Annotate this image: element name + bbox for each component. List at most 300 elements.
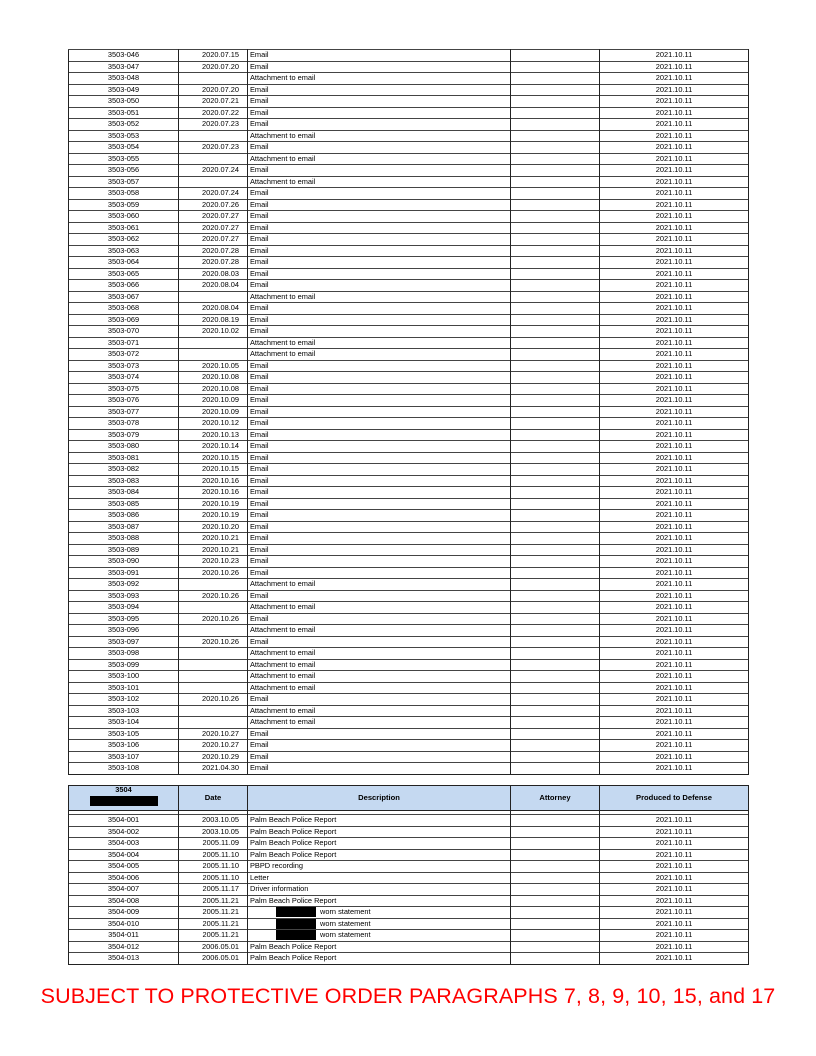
produced-date-cell: 2021.10.11 xyxy=(600,291,749,303)
table-row xyxy=(69,429,749,441)
header-date: Date xyxy=(179,786,248,811)
attorney-cell xyxy=(511,556,600,568)
produced-date-cell: 2021.10.11 xyxy=(600,556,749,568)
bates-number-cell: 3503-077 xyxy=(69,406,179,418)
attorney-cell xyxy=(511,907,600,919)
attorney-cell xyxy=(511,884,600,896)
bates-number-cell: 3503-072 xyxy=(69,349,179,361)
date-cell: 2020.10.26 xyxy=(179,613,248,625)
description-cell xyxy=(248,907,511,919)
date-cell: 2020.07.20 xyxy=(179,84,248,96)
description-cell: Attachment to email xyxy=(248,602,511,614)
description-text: worn statement xyxy=(320,907,371,916)
bates-number-cell: 3503-086 xyxy=(69,510,179,522)
bates-number-cell: 3503-100 xyxy=(69,671,179,683)
produced-date-cell: 2021.10.11 xyxy=(600,96,749,108)
attorney-cell xyxy=(511,142,600,154)
attorney-cell xyxy=(511,838,600,850)
table-row xyxy=(69,717,749,729)
description-cell xyxy=(248,861,511,873)
produced-date-cell: 2021.10.11 xyxy=(600,941,749,953)
description-cell xyxy=(248,826,511,838)
date-cell: 2020.10.27 xyxy=(179,728,248,740)
produced-date-cell: 2021.10.11 xyxy=(600,636,749,648)
description-cell: Email xyxy=(248,165,511,177)
date-cell: 2005.11.17 xyxy=(179,884,248,896)
produced-date-cell: 2021.10.11 xyxy=(600,705,749,717)
attorney-cell xyxy=(511,544,600,556)
date-cell xyxy=(179,705,248,717)
description-cell xyxy=(248,953,511,965)
produced-date-cell: 2021.10.11 xyxy=(600,349,749,361)
produced-date-cell: 2021.10.11 xyxy=(600,337,749,349)
date-cell: 2005.11.21 xyxy=(179,918,248,930)
produced-date-cell: 2021.10.11 xyxy=(600,280,749,292)
table-row xyxy=(69,383,749,395)
attorney-cell xyxy=(511,872,600,884)
bates-number-cell: 3503-064 xyxy=(69,257,179,269)
description-cell: Email xyxy=(248,360,511,372)
attorney-cell xyxy=(511,84,600,96)
produced-date-cell: 2021.10.11 xyxy=(600,165,749,177)
produced-date-cell: 2021.10.11 xyxy=(600,452,749,464)
bates-number-cell: 3504-006 xyxy=(69,872,179,884)
date-cell xyxy=(179,579,248,591)
date-cell: 2020.10.09 xyxy=(179,395,248,407)
description-cell: Attachment to email xyxy=(248,73,511,85)
header-description: Description xyxy=(248,786,511,811)
produced-date-cell: 2021.10.11 xyxy=(600,544,749,556)
header-produced: Produced to Defense xyxy=(600,786,749,811)
description-cell xyxy=(248,918,511,930)
attorney-cell xyxy=(511,895,600,907)
description-cell: Email xyxy=(248,418,511,430)
bates-number-cell: 3504-013 xyxy=(69,953,179,965)
bates-number-cell: 3503-090 xyxy=(69,556,179,568)
date-cell xyxy=(179,130,248,142)
description-cell: Attachment to email xyxy=(248,337,511,349)
table-row xyxy=(69,119,749,131)
bates-number-cell: 3503-069 xyxy=(69,314,179,326)
date-cell: 2020.10.08 xyxy=(179,383,248,395)
description-cell xyxy=(248,815,511,827)
description-cell: Attachment to email xyxy=(248,648,511,660)
description-cell: Email xyxy=(248,303,511,315)
attorney-cell xyxy=(511,636,600,648)
produced-date-cell: 2021.10.11 xyxy=(600,406,749,418)
produced-date-cell: 2021.10.11 xyxy=(600,763,749,775)
bates-number-cell: 3503-078 xyxy=(69,418,179,430)
bates-number-cell: 3503-054 xyxy=(69,142,179,154)
attorney-cell xyxy=(511,613,600,625)
date-cell: 2020.10.27 xyxy=(179,740,248,752)
table-row xyxy=(69,613,749,625)
table-row xyxy=(69,464,749,476)
bates-number-cell: 3503-079 xyxy=(69,429,179,441)
bates-number-cell: 3503-104 xyxy=(69,717,179,729)
attorney-cell xyxy=(511,464,600,476)
bates-number-cell: 3504-012 xyxy=(69,941,179,953)
date-cell xyxy=(179,73,248,85)
produced-date-cell: 2021.10.11 xyxy=(600,429,749,441)
attorney-cell xyxy=(511,625,600,637)
table-row xyxy=(69,176,749,188)
table-row xyxy=(69,337,749,349)
date-cell: 2005.11.21 xyxy=(179,895,248,907)
bates-number-cell: 3504-009 xyxy=(69,907,179,919)
description-cell: Email xyxy=(248,268,511,280)
date-cell: 2020.07.28 xyxy=(179,257,248,269)
produced-date-cell: 2021.10.11 xyxy=(600,602,749,614)
redaction-block xyxy=(90,796,158,806)
description-text: Palm Beach Police Report xyxy=(250,941,337,951)
description-cell: Email xyxy=(248,544,511,556)
description-cell xyxy=(248,895,511,907)
date-cell: 2020.07.27 xyxy=(179,222,248,234)
bates-number-cell: 3503-051 xyxy=(69,107,179,119)
bates-number-cell: 3503-108 xyxy=(69,763,179,775)
date-cell: 2020.08.04 xyxy=(179,303,248,315)
attorney-cell xyxy=(511,815,600,827)
date-cell: 2020.08.03 xyxy=(179,268,248,280)
description-cell: Attachment to email xyxy=(248,291,511,303)
attorney-cell xyxy=(511,406,600,418)
table-row xyxy=(69,211,749,223)
table-row xyxy=(69,849,749,861)
description-cell: Email xyxy=(248,372,511,384)
produced-date-cell: 2021.10.11 xyxy=(600,61,749,73)
table-row xyxy=(69,930,749,942)
description-cell: Email xyxy=(248,521,511,533)
attorney-cell xyxy=(511,50,600,62)
attorney-cell xyxy=(511,682,600,694)
description-cell: Email xyxy=(248,498,511,510)
attorney-cell xyxy=(511,199,600,211)
attorney-cell xyxy=(511,257,600,269)
attorney-cell xyxy=(511,291,600,303)
attorney-cell xyxy=(511,280,600,292)
description-cell: Email xyxy=(248,487,511,499)
description-text: Palm Beach Police Report xyxy=(250,826,337,836)
header-id-cell xyxy=(69,786,179,811)
attorney-cell xyxy=(511,153,600,165)
attorney-cell xyxy=(511,533,600,545)
attorney-cell xyxy=(511,383,600,395)
description-cell xyxy=(248,884,511,896)
table-row xyxy=(69,861,749,873)
attorney-cell xyxy=(511,930,600,942)
date-cell: 2006.05.01 xyxy=(179,941,248,953)
attorney-cell xyxy=(511,61,600,73)
description-cell: Attachment to email xyxy=(248,153,511,165)
description-cell: Email xyxy=(248,142,511,154)
attorney-cell xyxy=(511,314,600,326)
table-row xyxy=(69,602,749,614)
bates-number-cell: 3503-066 xyxy=(69,280,179,292)
attorney-cell xyxy=(511,119,600,131)
table-row xyxy=(69,84,749,96)
attorney-cell xyxy=(511,826,600,838)
bates-number-cell: 3504-003 xyxy=(69,838,179,850)
bates-number-cell: 3503-048 xyxy=(69,73,179,85)
table-row xyxy=(69,579,749,591)
produced-date-cell: 2021.10.11 xyxy=(600,222,749,234)
date-cell xyxy=(179,648,248,660)
table-row xyxy=(69,544,749,556)
produced-date-cell: 2021.10.11 xyxy=(600,257,749,269)
attorney-cell xyxy=(511,360,600,372)
exhibit-3504-rows xyxy=(69,786,749,965)
date-cell xyxy=(179,671,248,683)
attorney-cell xyxy=(511,96,600,108)
produced-date-cell: 2021.10.11 xyxy=(600,838,749,850)
bates-number-cell: 3503-085 xyxy=(69,498,179,510)
bates-number-cell: 3503-060 xyxy=(69,211,179,223)
table-row xyxy=(69,636,749,648)
produced-date-cell: 2021.10.11 xyxy=(600,682,749,694)
bates-number-cell: 3503-074 xyxy=(69,372,179,384)
table-row xyxy=(69,625,749,637)
bates-number-cell: 3503-106 xyxy=(69,740,179,752)
description-text: Palm Beach Police Report xyxy=(250,953,337,962)
produced-date-cell: 2021.10.11 xyxy=(600,383,749,395)
table-row xyxy=(69,895,749,907)
bates-number-cell: 3503-080 xyxy=(69,441,179,453)
date-cell xyxy=(179,337,248,349)
bates-number-cell: 3503-061 xyxy=(69,222,179,234)
description-text: Letter xyxy=(250,872,269,882)
table-row xyxy=(69,360,749,372)
table-row xyxy=(69,953,749,965)
table-row xyxy=(69,590,749,602)
date-cell: 2020.07.23 xyxy=(179,142,248,154)
date-cell xyxy=(179,176,248,188)
description-text: PBPD recording xyxy=(250,861,303,870)
produced-date-cell: 2021.10.11 xyxy=(600,84,749,96)
description-cell: Email xyxy=(248,567,511,579)
produced-date-cell: 2021.10.11 xyxy=(600,849,749,861)
produced-date-cell: 2021.10.11 xyxy=(600,671,749,683)
date-cell: 2020.08.19 xyxy=(179,314,248,326)
produced-date-cell: 2021.10.11 xyxy=(600,73,749,85)
description-cell xyxy=(248,849,511,861)
attorney-cell xyxy=(511,763,600,775)
attorney-cell xyxy=(511,487,600,499)
bates-number-cell: 3503-053 xyxy=(69,130,179,142)
description-cell xyxy=(248,872,511,884)
table-row xyxy=(69,234,749,246)
attorney-cell xyxy=(511,590,600,602)
description-cell: Email xyxy=(248,188,511,200)
produced-date-cell: 2021.10.11 xyxy=(600,142,749,154)
description-text: Palm Beach Police Report xyxy=(250,849,337,859)
table-row xyxy=(69,884,749,896)
produced-date-cell: 2021.10.11 xyxy=(600,590,749,602)
description-cell: Email xyxy=(248,280,511,292)
table-row xyxy=(69,326,749,338)
date-cell: 2020.10.21 xyxy=(179,533,248,545)
date-cell: 2020.10.19 xyxy=(179,498,248,510)
table-row xyxy=(69,705,749,717)
date-cell xyxy=(179,349,248,361)
description-cell: Attachment to email xyxy=(248,176,511,188)
bates-number-cell: 3504-010 xyxy=(69,918,179,930)
description-cell: Email xyxy=(248,728,511,740)
attorney-cell xyxy=(511,861,600,873)
attorney-cell xyxy=(511,176,600,188)
table-row xyxy=(69,107,749,119)
date-cell: 2020.10.26 xyxy=(179,590,248,602)
attorney-cell xyxy=(511,429,600,441)
produced-date-cell: 2021.10.11 xyxy=(600,953,749,965)
bates-number-cell: 3503-067 xyxy=(69,291,179,303)
bates-number-cell: 3503-073 xyxy=(69,360,179,372)
date-cell: 2020.10.26 xyxy=(179,636,248,648)
bates-number-cell: 3503-105 xyxy=(69,728,179,740)
description-cell: Email xyxy=(248,441,511,453)
date-cell: 2005.11.10 xyxy=(179,872,248,884)
produced-date-cell: 2021.10.11 xyxy=(600,107,749,119)
attorney-cell xyxy=(511,918,600,930)
date-cell: 2020.10.05 xyxy=(179,360,248,372)
date-cell xyxy=(179,291,248,303)
bates-number-cell: 3504-008 xyxy=(69,895,179,907)
produced-date-cell: 2021.10.11 xyxy=(600,130,749,142)
bates-number-cell: 3503-071 xyxy=(69,337,179,349)
bates-number-cell: 3503-047 xyxy=(69,61,179,73)
produced-date-cell: 2021.10.11 xyxy=(600,533,749,545)
attorney-cell xyxy=(511,452,600,464)
attorney-cell xyxy=(511,751,600,763)
description-cell: Email xyxy=(248,222,511,234)
attorney-cell xyxy=(511,211,600,223)
bates-number-cell: 3504-004 xyxy=(69,849,179,861)
produced-date-cell: 2021.10.11 xyxy=(600,475,749,487)
bates-number-cell: 3503-103 xyxy=(69,705,179,717)
produced-date-cell: 2021.10.11 xyxy=(600,487,749,499)
attorney-cell xyxy=(511,326,600,338)
attorney-cell xyxy=(511,579,600,591)
description-cell: Attachment to email xyxy=(248,579,511,591)
produced-date-cell: 2021.10.11 xyxy=(600,50,749,62)
description-cell: Email xyxy=(248,314,511,326)
header-exhibit-number: 3504 xyxy=(115,785,132,794)
table-row xyxy=(69,556,749,568)
bates-number-cell: 3504-001 xyxy=(69,815,179,827)
table-row xyxy=(69,567,749,579)
produced-date-cell: 2021.10.11 xyxy=(600,740,749,752)
table-row xyxy=(69,61,749,73)
description-cell: Email xyxy=(248,613,511,625)
table-row xyxy=(69,257,749,269)
date-cell: 2020.10.16 xyxy=(179,475,248,487)
bates-number-cell: 3503-093 xyxy=(69,590,179,602)
produced-date-cell: 2021.10.11 xyxy=(600,211,749,223)
description-cell: Attachment to email xyxy=(248,130,511,142)
table-row xyxy=(69,153,749,165)
date-cell: 2020.07.26 xyxy=(179,199,248,211)
produced-date-cell: 2021.10.11 xyxy=(600,579,749,591)
produced-date-cell: 2021.10.11 xyxy=(600,694,749,706)
table-row xyxy=(69,815,749,827)
produced-date-cell: 2021.10.11 xyxy=(600,815,749,827)
table-row xyxy=(69,682,749,694)
attorney-cell xyxy=(511,849,600,861)
attorney-cell xyxy=(511,107,600,119)
date-cell: 2020.07.15 xyxy=(179,50,248,62)
table-row xyxy=(69,498,749,510)
description-cell: Email xyxy=(248,96,511,108)
produced-date-cell: 2021.10.11 xyxy=(600,199,749,211)
bates-number-cell: 3503-097 xyxy=(69,636,179,648)
description-text: worn statement xyxy=(320,918,371,928)
attorney-cell xyxy=(511,941,600,953)
table-row xyxy=(69,303,749,315)
table-header-row xyxy=(69,786,749,811)
table-row xyxy=(69,406,749,418)
bates-number-cell: 3503-102 xyxy=(69,694,179,706)
description-cell: Email xyxy=(248,636,511,648)
produced-date-cell: 2021.10.11 xyxy=(600,613,749,625)
table-row xyxy=(69,671,749,683)
date-cell: 2006.05.01 xyxy=(179,953,248,965)
description-cell: Email xyxy=(248,510,511,522)
description-cell: Email xyxy=(248,257,511,269)
table-row xyxy=(69,418,749,430)
description-cell: Email xyxy=(248,590,511,602)
description-cell: Email xyxy=(248,326,511,338)
attorney-cell xyxy=(511,728,600,740)
table-row xyxy=(69,941,749,953)
table-row xyxy=(69,50,749,62)
table-row xyxy=(69,648,749,660)
date-cell: 2020.10.02 xyxy=(179,326,248,338)
date-cell: 2020.10.21 xyxy=(179,544,248,556)
bates-number-cell: 3503-056 xyxy=(69,165,179,177)
produced-date-cell: 2021.10.11 xyxy=(600,234,749,246)
table-row xyxy=(69,188,749,200)
attorney-cell xyxy=(511,567,600,579)
table-row xyxy=(69,826,749,838)
table-row xyxy=(69,280,749,292)
exhibit-3503-rows xyxy=(69,50,749,775)
bates-number-cell: 3503-065 xyxy=(69,268,179,280)
bates-number-cell: 3503-052 xyxy=(69,119,179,131)
description-cell: Email xyxy=(248,383,511,395)
table-row xyxy=(69,694,749,706)
produced-date-cell: 2021.10.11 xyxy=(600,872,749,884)
description-text: worn statement xyxy=(320,930,371,939)
header-attorney: Attorney xyxy=(511,786,600,811)
attorney-cell xyxy=(511,740,600,752)
attorney-cell xyxy=(511,234,600,246)
produced-date-cell: 2021.10.11 xyxy=(600,648,749,660)
bates-number-cell: 3503-098 xyxy=(69,648,179,660)
attorney-cell xyxy=(511,475,600,487)
date-cell: 2020.10.15 xyxy=(179,464,248,476)
bates-number-cell: 3503-062 xyxy=(69,234,179,246)
date-cell: 2003.10.05 xyxy=(179,815,248,827)
date-cell: 2005.11.21 xyxy=(179,930,248,942)
attorney-cell xyxy=(511,648,600,660)
date-cell: 2020.07.24 xyxy=(179,188,248,200)
bates-number-cell: 3504-011 xyxy=(69,930,179,942)
bates-number-cell: 3503-092 xyxy=(69,579,179,591)
date-cell: 2020.07.21 xyxy=(179,96,248,108)
description-cell xyxy=(248,930,511,942)
description-text: Palm Beach Police Report xyxy=(250,838,337,847)
table-row xyxy=(69,349,749,361)
